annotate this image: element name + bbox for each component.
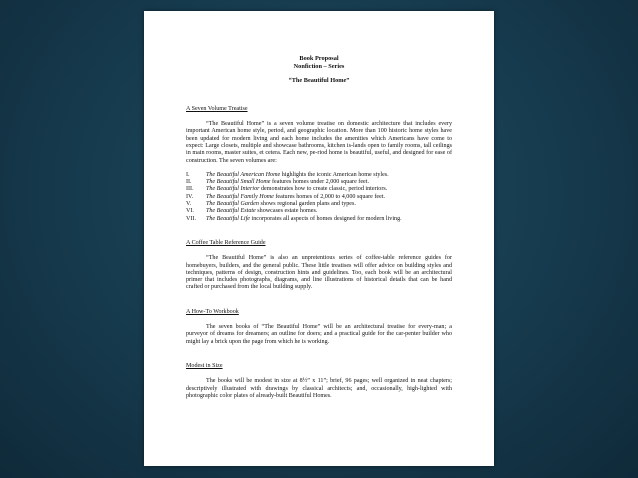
list-item: IV. The Beautiful Family Home features homes of 2,000 to 4,000 square feet. xyxy=(186,193,386,200)
section-body-coffee-table: “The Beautiful Home” is also an unpretentious series of coffee-table reference guides for homebuyers, builders, and the general public. These little treatises will offer advice on building styles and techniques, patterns of design, construction hints and guidelines. Too, each book will be an architectural primer that includes photographs, diagrams, and line illustrations of historical details that can be hand crafted or purchased from the local building supply. xyxy=(186,255,452,291)
section-body-treatise: “The Beautiful Home” is a seven volume treatise on domestic architecture that includes every important American home style, period, and geographic location. More than 100 historic home styles have been updated for modern living and each home includes the amenities which Americans have come to expect: Large closets, multiple and showcase bathrooms, kitchen is-lands open to family rooms, tall ceilings in main rooms, master suites, et cetera. Each new, pe-riod home is beautiful, useful, and designed for ease of construction. The seven volumes are: xyxy=(186,121,452,164)
document-page xyxy=(144,11,494,466)
proposal-title: Book Proposal xyxy=(299,55,339,62)
list-item: III. The Beautiful Interior demonstrates how to create classic, period interiors. xyxy=(186,186,388,193)
list-item: VII. The Beautiful Life incorporates all aspects of homes designed for modern living. xyxy=(186,215,402,222)
section-body-size: The books will be modest in size at 8½” x 11”; brief, 96 pages; well organized in neat chapters; descriptively illustrated with drawings by classical architects; and, occasionally, high-lighted with photographic color plates of already-built Beautiful Homes. xyxy=(186,378,452,399)
proposal-subtitle: Nonfiction – Series xyxy=(293,62,345,70)
volume-list xyxy=(186,172,452,223)
series-title: “The Beautiful Home” xyxy=(288,77,350,85)
section-heading-size: Modest in Size xyxy=(186,362,223,369)
list-item: I. The Beautiful American Home highlights the iconic American home styles. xyxy=(186,171,389,178)
list-item: V. The Beautiful Garden shows regional garden plans and types. xyxy=(186,201,356,208)
list-item: II. The Beautiful Small Home features homes under 2,000 square feet. xyxy=(186,179,369,186)
list-item: VI. The Beautiful Estate showcases estate homes. xyxy=(186,208,318,215)
section-heading-treatise: A Seven Volume Treatise xyxy=(186,105,248,112)
section-heading-workbook: A How-To Workbook xyxy=(186,308,239,315)
section-body-workbook: The seven books of “The Beautiful Home” will be an architectural treatise for every-man; a purveyor of dreams for dreamers; an outline for doers; and a practical guide for the car-penter builder who might lay a brick upon the page from which he is working. xyxy=(186,324,452,345)
section-heading-coffee-table: A Coffee Table Reference Guide xyxy=(186,239,266,246)
